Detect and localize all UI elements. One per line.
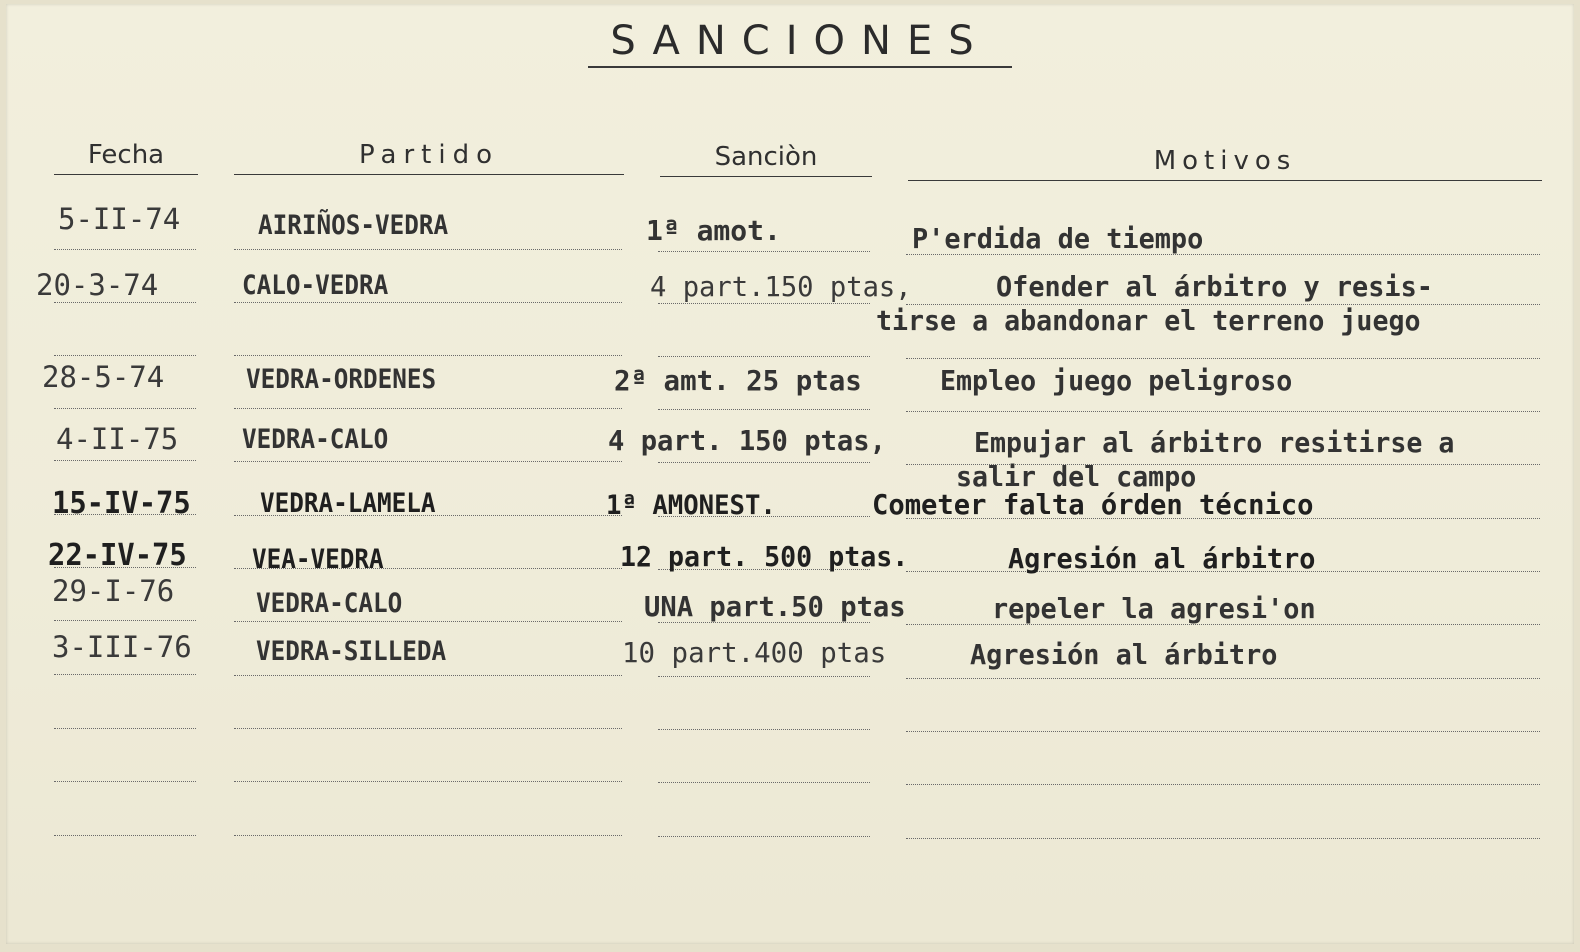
row-fecha: 28-5-74 (42, 360, 165, 394)
ruled-line (658, 409, 870, 410)
ruled-line (234, 461, 622, 462)
row-sancion: UNA part.50 ptas (644, 590, 906, 623)
row-motivo: P'erdida de tiempo (912, 222, 1204, 255)
ruled-line (54, 355, 196, 356)
ruled-line (906, 411, 1540, 412)
row-motivo: Agresión al árbitro (1008, 542, 1316, 575)
ruled-line (54, 835, 196, 836)
ruled-line (906, 358, 1540, 359)
ruled-line (658, 251, 870, 252)
row-motivo-cont: tirse a abandonar el terreno juego (876, 304, 1421, 337)
row-partido: CALO-VEDRA (242, 270, 389, 301)
ruled-line (658, 729, 870, 730)
row-sancion: 4 part. 150 ptas, (608, 424, 886, 457)
ruled-line (54, 460, 196, 461)
ruled-line (54, 249, 196, 250)
ruled-line (658, 676, 870, 677)
row-partido: VEA-VEDRA (252, 544, 384, 575)
ruled-line (234, 355, 622, 356)
ruled-line (234, 621, 622, 622)
ruled-line (906, 838, 1540, 839)
row-sancion: 1ª AMONEST. (606, 490, 776, 521)
row-sancion: 12 part. 500 ptas. (620, 540, 909, 573)
ruled-line (906, 731, 1540, 732)
ruled-line (234, 728, 622, 729)
row-fecha: 20-3-74 (36, 268, 159, 302)
ruled-line (658, 356, 870, 357)
header-fecha: Fecha (54, 140, 198, 175)
row-motivo: Agresión al árbitro (970, 638, 1278, 671)
row-partido: VEDRA-SILLEDA (256, 636, 447, 667)
row-fecha: 29-I-76 (52, 574, 175, 608)
ruled-line (906, 784, 1540, 785)
ruled-line (54, 302, 196, 303)
row-sancion: 2ª amt. 25 ptas (614, 364, 862, 397)
ruled-line (54, 408, 196, 409)
ruled-line (234, 781, 622, 782)
row-motivo: Ofender al árbitro y resis- (996, 270, 1433, 303)
row-motivo: Empujar al árbitro resitirse a (974, 426, 1455, 459)
row-partido: AIRIÑOS-VEDRA (258, 210, 449, 241)
ruled-line (234, 302, 622, 303)
card-title: SANCIONES (588, 18, 1012, 68)
row-fecha: 15-IV-75 (52, 486, 191, 521)
ruled-line (54, 674, 196, 675)
row-fecha: 22-IV-75 (48, 538, 187, 573)
ruled-line (658, 462, 870, 463)
row-partido: VEDRA-ORDENES (246, 364, 437, 395)
row-motivo: repeler la agresi'on (992, 592, 1316, 625)
ruled-line (658, 303, 870, 304)
row-motivo-cont: salir del campo (956, 460, 1197, 493)
sanctions-card (6, 4, 1574, 944)
row-partido: VEDRA-LAMELA (260, 488, 436, 519)
row-partido: VEDRA-CALO (242, 424, 389, 455)
row-sancion: 10 part.400 ptas (622, 636, 887, 669)
row-motivo: Empleo juego peligroso (940, 364, 1293, 397)
row-fecha: 3-III-76 (52, 630, 192, 664)
ruled-line (54, 728, 196, 729)
row-partido: VEDRA-CALO (256, 588, 403, 619)
row-fecha: 4-II-75 (56, 422, 179, 456)
row-sancion: 4 part.150 ptas, (650, 270, 912, 303)
row-sancion: 1ª amot. (646, 214, 781, 247)
ruled-line (54, 781, 196, 782)
header-motivos: Motivos (908, 146, 1542, 181)
ruled-line (658, 836, 870, 837)
ruled-line (906, 678, 1540, 679)
ruled-line (234, 408, 622, 409)
ruled-line (234, 249, 622, 250)
ruled-line (658, 782, 870, 783)
header-sancion: Sanciòn (660, 142, 872, 177)
ruled-line (234, 835, 622, 836)
ruled-line (54, 620, 196, 621)
row-fecha: 5-II-74 (58, 202, 181, 236)
row-motivo: Cometer falta órden técnico (872, 488, 1314, 521)
ruled-line (234, 675, 622, 676)
header-partido: Partido (234, 140, 624, 175)
